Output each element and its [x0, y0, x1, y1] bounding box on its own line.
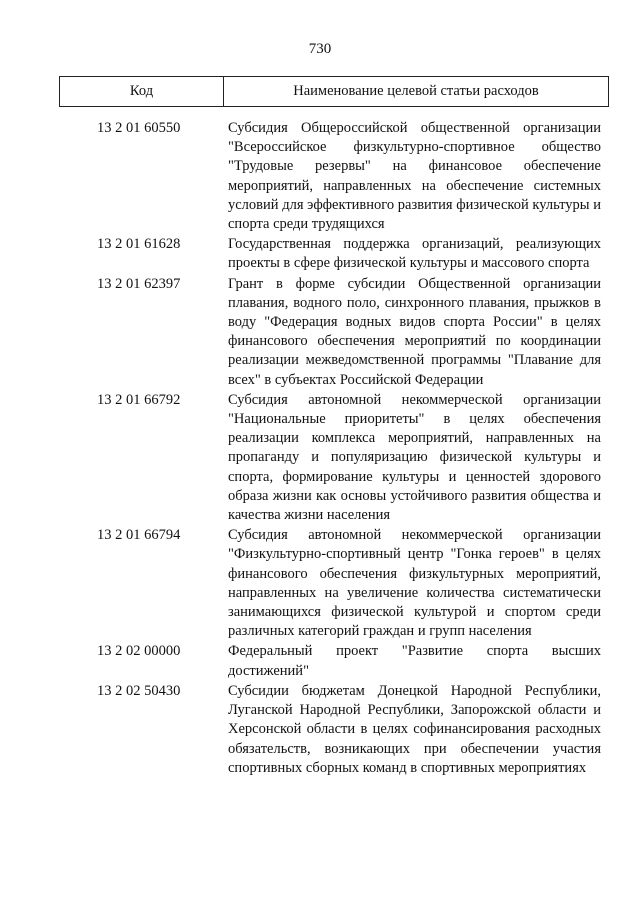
table-header	[59, 76, 609, 107]
row-description: Государственная поддержка организаций, реализующих проекты в сфере физической культуры и массового спорта	[228, 236, 601, 272]
row-description: Субсидия автономной некоммерческой организации "Национальные приоритеты" в целях обеспечения реализации комплекса мероприятий, направленных на пропаганду и популяризацию физической культуры и спорта, формирование культуры и ценностей здорового образа жизни как основы устойчивого развития общества и качества жизни населения	[228, 391, 601, 524]
row-description: Субсидия Общероссийской общественной организации "Всероссийское физкультурно-спортивное общество "Трудовые резервы" на финансовое обеспечение мероприятий, направленных на обеспечение системных условий для эффективного развития физической культуры и спорта среди трудящихся	[228, 120, 601, 233]
table-row	[0, 526, 640, 641]
row-code: 13 2 02 00000	[97, 643, 181, 660]
table-row	[0, 235, 640, 273]
row-code: 13 2 01 66792	[97, 391, 181, 408]
table-row	[0, 391, 640, 525]
table-row	[0, 119, 640, 234]
column-header-name: Наименование целевой статьи расходов	[293, 83, 539, 99]
row-code: 13 2 01 62397	[97, 275, 181, 292]
column-header-code: Код	[60, 77, 224, 106]
row-description: Федеральный проект "Развитие спорта высших достижений"	[228, 643, 601, 679]
table-row	[0, 275, 640, 390]
row-code: 13 2 01 61628	[97, 236, 181, 253]
row-description: Субсидии бюджетам Донецкой Народной Республики, Луганской Народной Республики, Запорожской области и Херсонской области в целях софинансирования расходных обязательств, возникающих при обеспечении участия спортивных сборных команд в спортивных мероприятиях	[228, 682, 601, 776]
table-row	[0, 682, 640, 778]
row-code: 13 2 02 50430	[97, 682, 181, 699]
row-description: Грант в форме субсидии Общественной организации плавания, водного поло, синхронного плавания, прыжков в воду "Федерация водных видов спорта России" в целях финансового обеспечения мероприятий по координации реализации межведомственной программы "Плавание для всех" в субъектах Российской Федерации	[228, 275, 601, 388]
row-code: 13 2 01 66794	[97, 527, 181, 544]
table-row	[0, 642, 640, 680]
budget-items-list	[0, 119, 640, 778]
row-description: Субсидия автономной некоммерческой организации "Физкультурно-спортивный центр "Гонка героев" в целях финансового обеспечения физкультурных мероприятий, направленных на увеличение количества систематически занимающихся физической культурой и спортом среди различных категорий граждан и групп населения	[228, 527, 601, 640]
row-code: 13 2 01 60550	[97, 120, 181, 136]
page-number: 730	[308, 41, 332, 57]
